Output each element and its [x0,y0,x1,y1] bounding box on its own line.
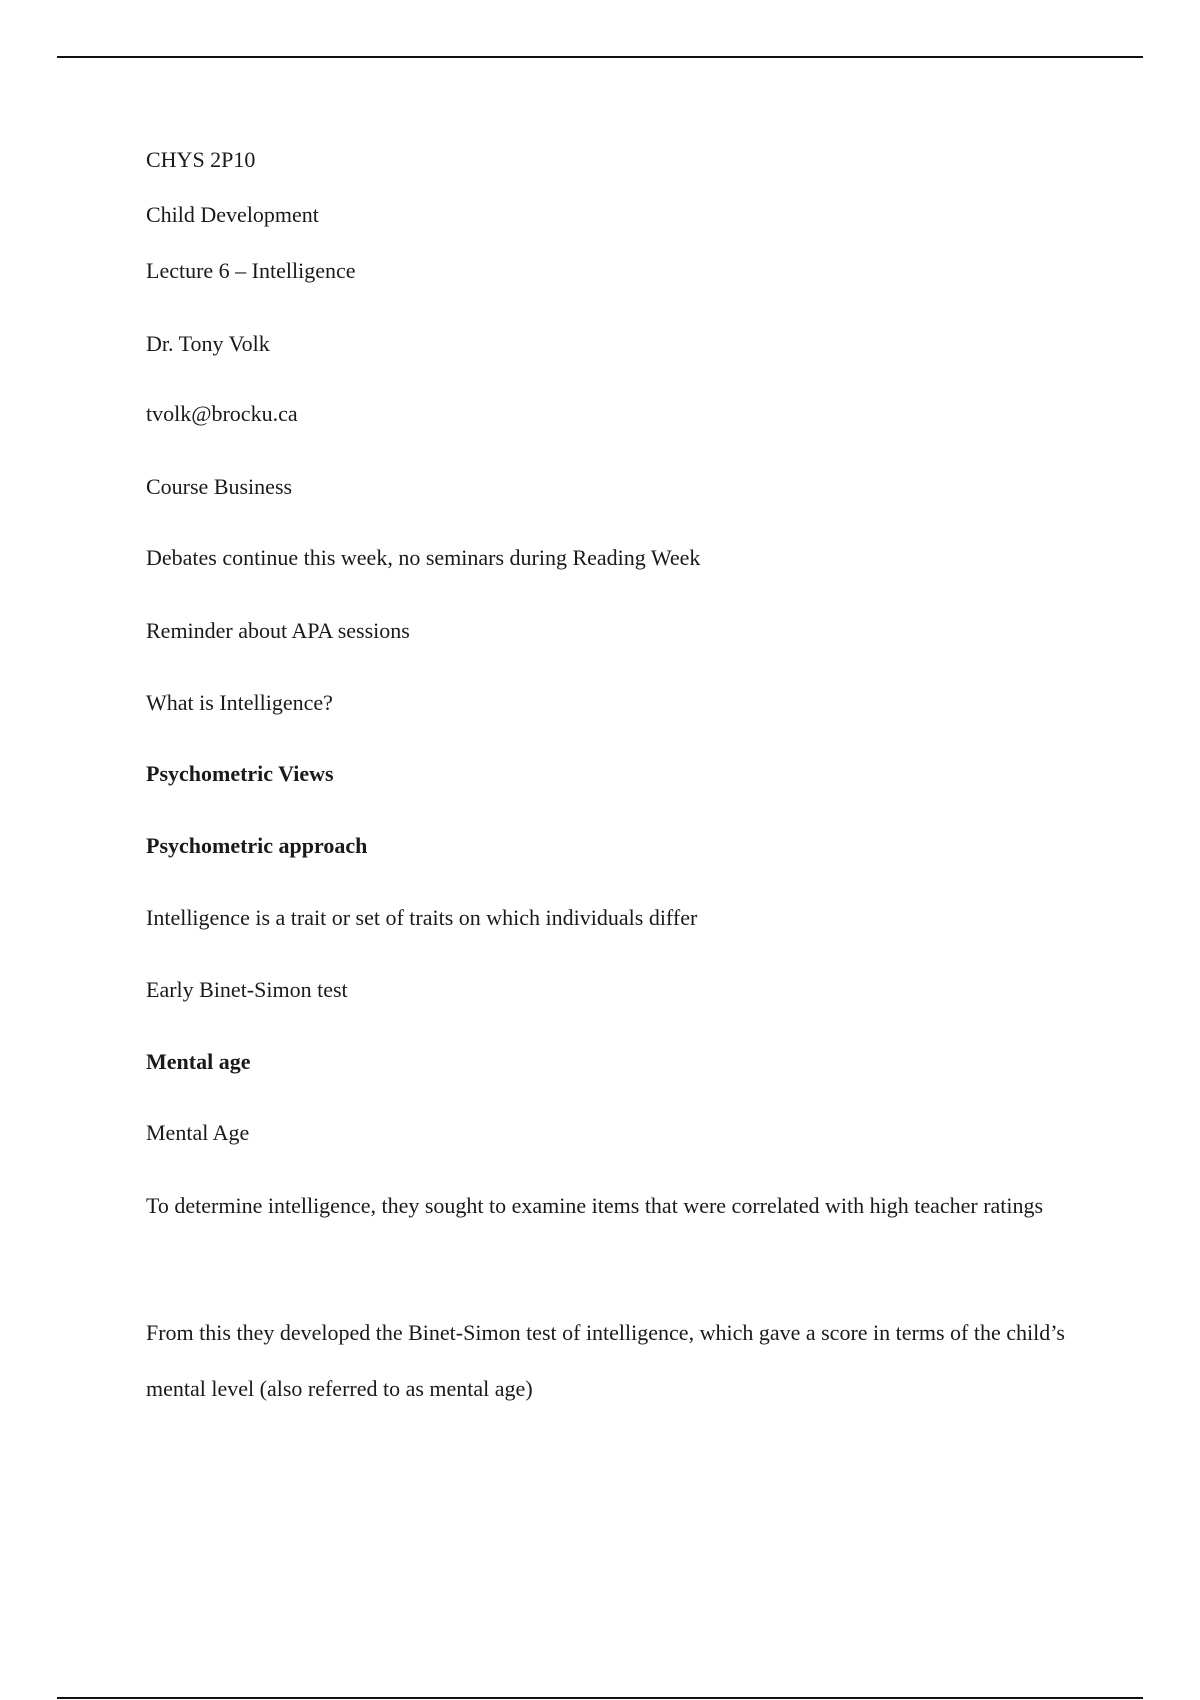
text-line: Intelligence is a trait or set of traits on which individuals differ [146,905,698,930]
section-heading: What is Intelligence? [146,690,333,715]
text-line: Reminder about APA sessions [146,618,410,643]
text-line: Debates continue this week, no seminars during Reading Week [146,545,701,570]
bottom-rule [57,1697,1143,1699]
section-heading: Course Business [146,474,293,499]
section-heading: Mental Age [146,1120,250,1145]
bold-heading: Psychometric Views [146,761,334,786]
lecture-title: Lecture 6 – Intelligence [146,258,356,283]
instructor-email: tvolk@brocku.ca [146,401,298,426]
paragraph: To determine intelligence, they sought to examine items that were correlated with high teacher ratings [146,1193,1044,1218]
instructor-name: Dr. Tony Volk [146,331,270,356]
bold-heading: Psychometric approach [146,833,368,858]
text-line: Early Binet-Simon test [146,977,348,1002]
bold-heading: Mental age [146,1049,251,1074]
course-code: CHYS 2P10 [146,147,256,172]
course-title: Child Development [146,202,319,227]
paragraph: From this they developed the Binet-Simon test of intelligence, which gave a score in terms of the child’s mental level (also referred to as mental age) [146,1320,1065,1401]
top-rule [57,56,1143,58]
